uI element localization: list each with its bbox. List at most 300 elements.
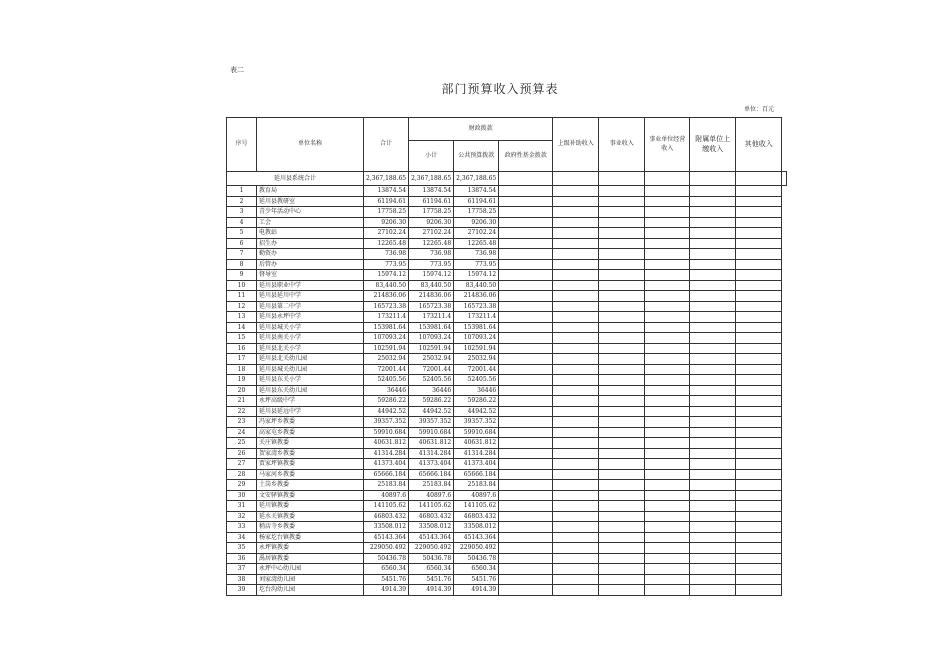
cell-total: 40897.6	[364, 490, 409, 501]
cell-name: 延川县城关幼儿园	[257, 364, 364, 375]
cell-public-budget: 153981.64	[454, 322, 499, 333]
cell-empty	[599, 322, 645, 333]
cell-empty	[499, 459, 553, 470]
cell-total: 25032.94	[364, 354, 409, 365]
page-title: 部门预算收入预算表	[441, 82, 559, 96]
cell-empty	[645, 427, 690, 438]
cell-seq: 9	[227, 270, 257, 281]
cell-seq: 18	[227, 364, 257, 375]
cell-seq: 24	[227, 427, 257, 438]
cell-empty	[645, 343, 690, 354]
cell-total: 9206.30	[364, 217, 409, 228]
cell-seq: 16	[227, 343, 257, 354]
cell-public-budget: 45143.364	[454, 532, 499, 543]
cell-empty	[645, 490, 690, 501]
cell-empty	[599, 480, 645, 491]
cell-empty	[553, 322, 599, 333]
cell-empty	[553, 280, 599, 291]
cell-subtotal: 44942.52	[409, 406, 454, 417]
header-upper-grant: 上级补助收入	[553, 118, 599, 172]
cell-empty	[499, 438, 553, 449]
cell-empty	[499, 238, 553, 249]
cell-empty	[599, 553, 645, 564]
cell-total: 4914.39	[364, 585, 409, 596]
cell-name: 延川县职业中学	[257, 280, 364, 291]
cell-empty	[736, 322, 782, 333]
cell-empty	[690, 448, 736, 459]
cell-empty	[736, 585, 782, 596]
table-row	[227, 375, 787, 386]
cell-subtotal: 141105.62	[409, 501, 454, 512]
cell-empty	[553, 207, 599, 218]
cell-empty	[599, 522, 645, 533]
cell-subtotal: 173211.4	[409, 312, 454, 323]
cell-empty	[553, 406, 599, 417]
cell-empty	[690, 280, 736, 291]
cell-name: 文安驿镇教委	[257, 490, 364, 501]
cell-empty	[645, 249, 690, 260]
cell-subtotal: 59286.22	[409, 396, 454, 407]
cell-subtotal: 33508.012	[409, 522, 454, 533]
cell-public-budget: 44942.52	[454, 406, 499, 417]
cell-seq: 17	[227, 354, 257, 365]
cell-empty	[499, 333, 553, 344]
cell-empty	[599, 396, 645, 407]
cell-empty	[599, 364, 645, 375]
cell-subtotal: 40897.6	[409, 490, 454, 501]
cell-public-budget: 33508.012	[454, 522, 499, 533]
cell-empty	[553, 469, 599, 480]
cell-name: 禹居镇教委	[257, 553, 364, 564]
cell-empty	[553, 417, 599, 428]
cell-name: 电教站	[257, 228, 364, 239]
cell-seq: 34	[227, 532, 257, 543]
table-row	[227, 574, 787, 585]
cell-empty	[736, 217, 782, 228]
table-row	[227, 322, 787, 333]
cell-empty	[553, 354, 599, 365]
table-row	[227, 354, 787, 365]
cell-name: 督导室	[257, 270, 364, 281]
table-row	[227, 459, 787, 470]
cell-empty	[690, 522, 736, 533]
cell-seq: 1	[227, 186, 257, 197]
cell-subtotal: 50436.78	[409, 553, 454, 564]
cell-empty	[645, 522, 690, 533]
table-row	[227, 522, 787, 533]
cell-total: 5451.76	[364, 574, 409, 585]
cell-subtotal: 52405.56	[409, 375, 454, 386]
cell-empty	[599, 238, 645, 249]
cell-name: 永坪高级中学	[257, 396, 364, 407]
cell-subtotal: 36446	[409, 385, 454, 396]
cell-name: 延川县第二中学	[257, 301, 364, 312]
cell-empty	[499, 574, 553, 585]
cell-empty	[645, 543, 690, 554]
cell-empty	[736, 354, 782, 365]
cell-empty	[599, 564, 645, 575]
cell-empty	[736, 186, 782, 197]
cell-subtotal: 214836.06	[409, 291, 454, 302]
cell-empty	[599, 501, 645, 512]
cell-public-budget: 107093.24	[454, 333, 499, 344]
cell-empty	[736, 564, 782, 575]
cell-name: 工会	[257, 217, 364, 228]
table-row	[227, 532, 787, 543]
cell-empty	[499, 490, 553, 501]
cell-empty	[690, 312, 736, 323]
cell-empty	[736, 249, 782, 260]
table-row	[227, 343, 787, 354]
cell-empty	[599, 196, 645, 207]
cell-empty	[690, 333, 736, 344]
table-row	[227, 490, 787, 501]
cell-empty	[736, 364, 782, 375]
cell-public-budget: 229050.492	[454, 543, 499, 554]
cell-subtotal: 9206.30	[409, 217, 454, 228]
cell-name: 稍店寺乡教委	[257, 522, 364, 533]
cell-seq: 31	[227, 501, 257, 512]
cell-seq: 2	[227, 196, 257, 207]
cell-total: 773.95	[364, 259, 409, 270]
cell-total: 40631.812	[364, 438, 409, 449]
cell-empty	[599, 354, 645, 365]
cell-empty	[736, 459, 782, 470]
cell-empty	[499, 259, 553, 270]
cell-total: 36446	[364, 385, 409, 396]
cell-empty	[690, 375, 736, 386]
cell-empty	[599, 343, 645, 354]
cell-empty	[736, 574, 782, 585]
cell-empty	[499, 186, 553, 197]
cell-empty	[736, 228, 782, 239]
cell-empty	[690, 354, 736, 365]
summary-public-budget: 2,367,188.65	[454, 172, 499, 186]
cell-empty	[499, 364, 553, 375]
cell-subtotal: 40631.812	[409, 438, 454, 449]
cell-name: 永坪中心幼儿园	[257, 564, 364, 575]
cell-name: 青少年活动中心	[257, 207, 364, 218]
cell-empty	[645, 217, 690, 228]
cell-empty	[553, 501, 599, 512]
cell-seq: 7	[227, 249, 257, 260]
cell-public-budget: 27102.24	[454, 228, 499, 239]
cell-empty	[499, 543, 553, 554]
table-row	[227, 427, 787, 438]
cell-empty	[736, 417, 782, 428]
cell-empty	[599, 448, 645, 459]
cell-public-budget: 6560.34	[454, 564, 499, 575]
cell-total: 165723.38	[364, 301, 409, 312]
cell-public-budget: 50436.78	[454, 553, 499, 564]
cell-empty	[599, 469, 645, 480]
summary-name: 延川县系统合计	[227, 172, 364, 186]
table-row	[227, 543, 787, 554]
cell-public-budget: 214836.06	[454, 291, 499, 302]
cell-empty	[553, 553, 599, 564]
cell-public-budget: 9206.30	[454, 217, 499, 228]
cell-seq: 14	[227, 322, 257, 333]
cell-seq: 22	[227, 406, 257, 417]
cell-empty	[736, 480, 782, 491]
cell-empty	[736, 396, 782, 407]
cell-empty	[499, 228, 553, 239]
cell-seq: 26	[227, 448, 257, 459]
cell-empty	[599, 280, 645, 291]
header-affiliated-income: 附属单位上缴收入	[690, 118, 736, 172]
cell-subtotal: 17758.25	[409, 207, 454, 218]
cell-name: 圪台沟幼儿园	[257, 585, 364, 596]
cell-empty	[736, 406, 782, 417]
cell-empty	[690, 511, 736, 522]
table-row	[227, 438, 787, 449]
cell-empty	[690, 322, 736, 333]
cell-empty	[736, 532, 782, 543]
cell-empty	[499, 511, 553, 522]
cell-total: 41373.404	[364, 459, 409, 470]
cell-empty	[736, 469, 782, 480]
cell-empty	[736, 448, 782, 459]
cell-empty	[499, 406, 553, 417]
cell-subtotal: 4914.39	[409, 585, 454, 596]
cell-subtotal: 83,440.50	[409, 280, 454, 291]
table-row	[227, 448, 787, 459]
cell-empty	[736, 291, 782, 302]
cell-public-budget: 102591.94	[454, 343, 499, 354]
cell-empty	[645, 501, 690, 512]
cell-empty	[499, 417, 553, 428]
cell-empty	[553, 238, 599, 249]
cell-empty	[553, 427, 599, 438]
table-row	[227, 364, 787, 375]
cell-empty	[553, 585, 599, 596]
cell-subtotal: 25032.94	[409, 354, 454, 365]
cell-public-budget: 59286.22	[454, 396, 499, 407]
cell-empty	[690, 564, 736, 575]
cell-empty	[690, 417, 736, 428]
table-row	[227, 259, 787, 270]
cell-empty	[690, 217, 736, 228]
cell-empty	[690, 186, 736, 197]
cell-name: 延川县教研室	[257, 196, 364, 207]
table-row	[227, 228, 787, 239]
cell-empty	[499, 312, 553, 323]
cell-empty	[690, 301, 736, 312]
cell-empty	[645, 385, 690, 396]
table-row	[227, 249, 787, 260]
cell-empty	[736, 375, 782, 386]
cell-total: 44942.52	[364, 406, 409, 417]
cell-empty	[553, 564, 599, 575]
cell-seq: 12	[227, 301, 257, 312]
cell-name: 延川县东关幼儿园	[257, 385, 364, 396]
cell-seq: 33	[227, 522, 257, 533]
cell-empty	[645, 511, 690, 522]
cell-empty	[645, 301, 690, 312]
cell-empty	[499, 270, 553, 281]
cell-empty	[499, 217, 553, 228]
cell-empty	[690, 459, 736, 470]
cell-empty	[690, 259, 736, 270]
table-row	[227, 501, 787, 512]
cell-name: 贺家湾乡教委	[257, 448, 364, 459]
header-other-income: 其他收入	[736, 118, 782, 172]
cell-empty	[690, 574, 736, 585]
cell-public-budget: 5451.76	[454, 574, 499, 585]
cell-name: 土岗乡教委	[257, 480, 364, 491]
cell-empty	[645, 207, 690, 218]
cell-seq: 6	[227, 238, 257, 249]
cell-public-budget: 36446	[454, 385, 499, 396]
cell-name: 延川县北关幼儿园	[257, 354, 364, 365]
cell-empty	[645, 322, 690, 333]
cell-seq: 11	[227, 291, 257, 302]
header-operating-income: 事业单位经营收入	[645, 118, 690, 172]
cell-public-budget: 25032.94	[454, 354, 499, 365]
table-row	[227, 301, 787, 312]
cell-subtotal: 773.95	[409, 259, 454, 270]
cell-seq: 23	[227, 417, 257, 428]
cell-empty	[599, 228, 645, 239]
cell-empty	[690, 249, 736, 260]
header-business-income: 事业收入	[599, 118, 645, 172]
cell-empty	[645, 396, 690, 407]
cell-empty	[599, 207, 645, 218]
cell-empty	[599, 291, 645, 302]
cell-name: 杨家圪台镇教委	[257, 532, 364, 543]
cell-total: 50436.78	[364, 553, 409, 564]
cell-empty	[690, 427, 736, 438]
cell-subtotal: 13874.54	[409, 186, 454, 197]
cell-empty	[645, 553, 690, 564]
cell-empty	[736, 427, 782, 438]
cell-empty	[736, 259, 782, 270]
cell-subtotal: 12265.48	[409, 238, 454, 249]
cell-empty	[553, 291, 599, 302]
cell-empty	[645, 438, 690, 449]
cell-name: 延川县延川中学	[257, 291, 364, 302]
cell-total: 153981.64	[364, 322, 409, 333]
cell-empty	[499, 280, 553, 291]
cell-empty	[599, 490, 645, 501]
cell-total: 65666.184	[364, 469, 409, 480]
cell-empty	[499, 585, 553, 596]
table-row	[227, 312, 787, 323]
cell-empty	[553, 228, 599, 239]
cell-total: 41314.284	[364, 448, 409, 459]
cell-seq: 5	[227, 228, 257, 239]
cell-name: 关庄镇教委	[257, 438, 364, 449]
table-row	[227, 186, 787, 197]
cell-total: 59910.684	[364, 427, 409, 438]
cell-subtotal: 59910.684	[409, 427, 454, 438]
cell-empty	[599, 259, 645, 270]
cell-name: 永坪镇教委	[257, 543, 364, 554]
cell-subtotal: 102591.94	[409, 343, 454, 354]
cell-empty	[645, 186, 690, 197]
cell-empty	[499, 553, 553, 564]
cell-empty	[690, 543, 736, 554]
cell-empty	[599, 438, 645, 449]
table-row	[227, 217, 787, 228]
header-total: 合计	[364, 118, 409, 172]
cell-public-budget: 41373.404	[454, 459, 499, 470]
cell-empty	[499, 196, 553, 207]
cell-seq: 4	[227, 217, 257, 228]
table-row	[227, 469, 787, 480]
cell-empty	[645, 364, 690, 375]
cell-empty	[690, 406, 736, 417]
cell-empty	[599, 406, 645, 417]
cell-seq: 25	[227, 438, 257, 449]
cell-total: 45143.364	[364, 532, 409, 543]
cell-seq: 15	[227, 333, 257, 344]
cell-empty	[499, 501, 553, 512]
cell-empty	[499, 522, 553, 533]
cell-public-budget: 15974.12	[454, 270, 499, 281]
cell-empty	[690, 532, 736, 543]
cell-seq: 35	[227, 543, 257, 554]
cell-empty	[599, 270, 645, 281]
cell-subtotal: 45143.364	[409, 532, 454, 543]
cell-seq: 30	[227, 490, 257, 501]
table-row	[227, 480, 787, 491]
header-subtotal: 小计	[409, 141, 454, 172]
table-body	[227, 172, 787, 596]
table-tag: 表二	[230, 66, 244, 74]
cell-total: 27102.24	[364, 228, 409, 239]
cell-empty	[645, 333, 690, 344]
cell-empty	[690, 585, 736, 596]
cell-seq: 39	[227, 585, 257, 596]
cell-empty	[553, 511, 599, 522]
cell-empty	[553, 196, 599, 207]
cell-total: 107093.24	[364, 333, 409, 344]
cell-empty	[553, 522, 599, 533]
cell-name: 延川镇教委	[257, 501, 364, 512]
cell-seq: 19	[227, 375, 257, 386]
cell-empty	[499, 207, 553, 218]
cell-empty	[645, 574, 690, 585]
cell-empty	[736, 207, 782, 218]
cell-empty	[736, 522, 782, 533]
cell-seq: 27	[227, 459, 257, 470]
table-row	[227, 406, 787, 417]
cell-empty	[690, 438, 736, 449]
cell-empty	[599, 574, 645, 585]
cell-subtotal: 41373.404	[409, 459, 454, 470]
cell-empty	[499, 564, 553, 575]
cell-empty	[736, 343, 782, 354]
cell-empty	[553, 490, 599, 501]
cell-empty	[736, 553, 782, 564]
cell-empty	[690, 553, 736, 564]
cell-empty	[553, 333, 599, 344]
cell-total: 173211.4	[364, 312, 409, 323]
cell-seq: 36	[227, 553, 257, 564]
cell-name: 勤资办	[257, 249, 364, 260]
cell-total: 33508.012	[364, 522, 409, 533]
header-gov-fund: 政府性基金拨款	[499, 141, 553, 172]
cell-total: 59286.22	[364, 396, 409, 407]
cell-empty	[645, 354, 690, 365]
cell-public-budget: 40631.812	[454, 438, 499, 449]
cell-empty	[645, 238, 690, 249]
cell-name: 延川县延远中学	[257, 406, 364, 417]
cell-seq: 20	[227, 385, 257, 396]
cell-subtotal: 6560.34	[409, 564, 454, 575]
cell-empty	[599, 459, 645, 470]
